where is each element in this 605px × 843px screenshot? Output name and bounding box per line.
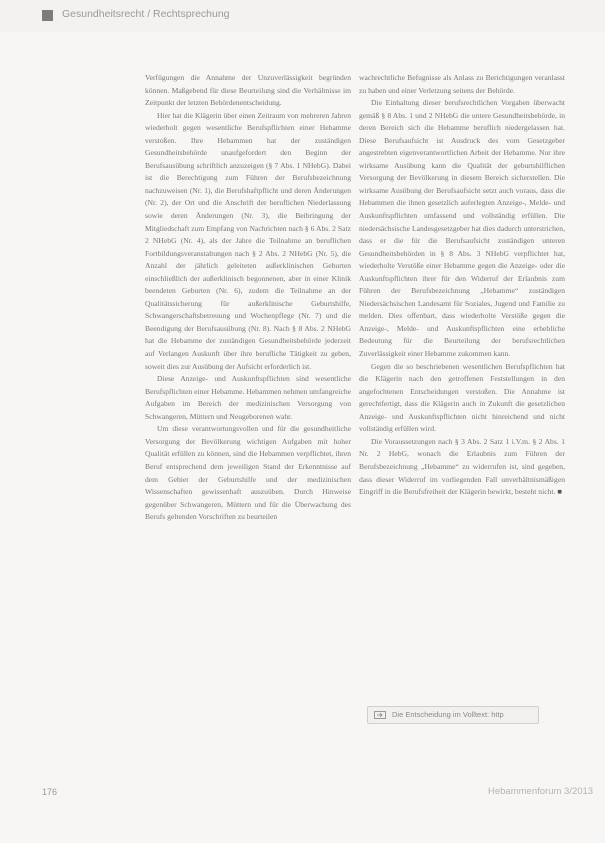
section-marker-icon xyxy=(42,10,53,21)
paragraph: Gegen die so beschriebenen wesentlichen Berufspflichten hat die Klägerin nach den getroffenen Feststellungen in den angefochtenen Entscheidungen verstoßen. Die Annahme ist gerechtfertigt, dass die Klägerin auch in Zukunft die gesetzlichen Anzeige- und Auskunftspflichten nicht hinreichend und nicht vollständig erfüllen wird. xyxy=(359,361,565,434)
page-number: 176 xyxy=(42,787,58,797)
fulltext-link-text[interactable]: Die Entscheidung im Volltext: http xyxy=(392,710,504,719)
running-header-title: Gesundheitsrecht / Rechtsprechung xyxy=(62,8,230,20)
running-header xyxy=(0,0,605,32)
paragraph: Die Einhaltung dieser berufsrechtlichen Vorgaben überwacht gemäß § 8 Abs. 1 und 2 NHebG die untere Gesundheitsbehörde, in deren Bereich sich die Hebamme beruflich niedergelassen hat. Diese Berufsaufsicht ist Ausdruck des vom Gesetzgeber angestrebten eigenverantwortlichen Arbeit der Hebamme. Nur ihre wirksame Ausübung kann die Qualität der geburtshilflichen Versorgung der Bevölkerung in diesem Bereich sicherstellen. Die wirksame Ausübung der Berufsaufsicht setzt auch voraus, dass die Hebammen die ihnen gesetzlich auferlegten Anzeige-, Melde- und Auskunftspflichten umfassend und vollständig erfüllen. Die niedersächsische Landesgesetzgeber hat dies dadurch unterstrichen, dass er die für die Berufsaufsicht zuständigen unteren Gesundheitsbehörden in § 8 Abs. 3 NHebG verpflichtet hat, wiederholte Verstöße einer Hebamme gegen die Anzeige- oder die Auskunftspflichten ihrer für den Widerruf der Erlaubnis zum Führen der Berufsbezeichnung „Hebamme“ zuständigen Niedersächsischen Landesamt für Soziales, Jugend und Familie zu melden. Dies offenbart, dass wiederholte Verstöße gegen die Anzeige-, Melde- und Auskunftspflichten eine erhebliche Bedeutung für die Beurteilung der berufsrechtlichen Zuverlässigkeit einer Hebamme zukommen kann. xyxy=(359,98,565,359)
paragraph xyxy=(359,436,565,499)
text-column-right xyxy=(359,72,565,499)
publication-name: Hebammenforum 3/2013 xyxy=(488,786,594,797)
article-end-mark: ■ xyxy=(557,487,562,497)
fulltext-link-box[interactable] xyxy=(367,706,539,724)
text-column-left xyxy=(145,72,351,524)
paragraph: Diese Anzeige- und Auskunftspflichten sind wesentliche Berufspflichten einer Hebamme. Hebammen nehmen umfangreiche Aufgaben im Bereich der medizinischen Versorgung von Schwangeren, Müttern und Neugeborenen wahr. xyxy=(145,374,351,421)
link-arrow-icon xyxy=(374,711,386,719)
paragraph: Um diese verantwortungsvollen und für die gesundheitliche Versorgung der Bevölkerung wichtigen Aufgaben mit hoher Qualität erfüllen zu können, sind die Hebammen verpflichtet, ihren Beruf entsprechend dem jeweiligen Stand der Erkenntnisse auf dem Gebiet der Geburtshilfe und der medizinischen Wissenschaften gewissenhaft auszuüben. Durch Hinweise gegenüber Schwangeren, Müttern und für die Überwachung des Berufs geltenden Vorschriften zu beurteilen xyxy=(145,424,351,522)
paragraph: wachrechtliche Befugnisse als Anlass zu Berichtigungen veranlasst zu haben und einer Verletzung seitens der Behörde. xyxy=(359,73,565,95)
paragraph-text: Die Voraussetzungen nach § 3 Abs. 2 Satz 1 i.V.m. § 2 Abs. 1 Nr. 2 HebG, wonach die Erlaubnis zum Führen der Berufsbezeichnung „Hebamme“ zu widerrufen ist, sind gegeben, dass dieser Widerruf im vorliegenden Fall unverhältnismäßigen Eingriff in die Berufsfreiheit der Klägerin bewirkt, besteht nicht. xyxy=(359,436,565,497)
paragraph: Hier hat die Klägerin über einen Zeitraum von mehreren Jahren wiederholt gegen wesentliche Berufspflichten einer Hebamme verstoßen. Ihre Hebammen hat der zuständigen Gesundheitsbehörde unaufgefordert den Beginn der Berufsausübung schriftlich anzuzeigen (§ 7 Abs. 1 NHebG). Dabei ist die Berechtigung zum Führen der Berufsbezeichnung nachzuweisen (Nr. 1), die Berufshaftpflicht und deren Änderungen (Nr. 2), der Ort und die Anschrift der beruflichen Niederlassung sowie deren Änderungen (Nr. 3), die Beibringung der Mitgliedschaft zum Empfang von Nachrichten nach § 6 Abs. 2 Satz 2 NHebG (Nr. 4), als der Jahre die Teilnahme an beruflichen Fortbildungsveranstaltungen nach § 2 Abs. 2 NHebG (Nr. 5), die Anzahl der jährlich geleiteten außerklinischen Geburten einschließlich der außerklinisch begonnenen, aber in einer Klinik beendeten Geburten (Nr. 6), zudem die Teilnahme an der Qualitätssicherung für außerklinische Geburtshilfe, Schwangerschaftsbetreuung und Wochenpflege (Nr. 7) und die Beendigung der Berufsausübung (Nr. 8). Nach § 8 Abs. 2 NHebG hat die Hebamme der zuständigen Gesundheitsbehörde jederzeit auf Verlangen Auskunft über ihre berufliche Tätigkeit zu geben, soweit dies zur Ausübung der Aufsicht erforderlich ist. xyxy=(145,110,351,371)
paragraph: Verfügungen die Annahme der Unzuverlässigkeit begründen können. Maßgebend für diese Beurteilung sind die Verhältnisse im Zeitpunkt der letzten Behördenentscheidung. xyxy=(145,73,351,108)
